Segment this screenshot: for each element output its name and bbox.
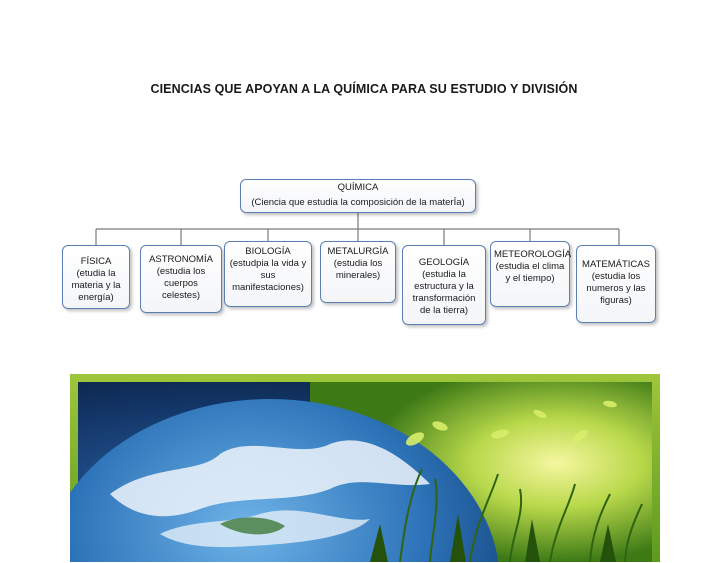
earth-nature-illustration <box>70 374 660 562</box>
branch-node-description: (estudia el clima y el tiempo) <box>495 261 565 284</box>
diagram-title: CIENCIAS QUE APOYAN A LA QUÍMICA PARA SU ESTUDIO Y DIVISIÓN <box>150 82 578 96</box>
branch-node-fisica <box>62 245 130 309</box>
branch-node-metalurgia <box>320 241 396 303</box>
branch-node-name: BIOLOGÍA <box>245 246 291 257</box>
root-node-description: (Ciencia que estudia la composición de la materÍa) <box>251 197 465 208</box>
branch-node-name: FÍSICA <box>80 256 112 267</box>
branch-node-meteorologia <box>490 241 570 307</box>
branch-node-matematicas <box>576 245 656 323</box>
root-node-name: QUÍMICA <box>337 182 379 193</box>
branch-node-name: ASTRONOMÍA <box>149 254 213 265</box>
branch-node-biologia <box>224 241 312 307</box>
earth-nature-image <box>70 374 660 562</box>
branch-node-description: (estudia los minerales) <box>333 258 383 281</box>
branch-node-astronomia <box>140 245 222 313</box>
branch-node-description: (estudia la estructura y la transformación de la tierra) <box>412 269 476 316</box>
branch-node-name: METEOROLOGÍA <box>494 249 572 260</box>
branch-node-description: (estudpia la vida y sus manifestaciones) <box>229 258 307 293</box>
branch-node-description: (estudia los numeros y las figuras) <box>586 271 646 306</box>
branch-node-name: METALURGÍA <box>327 246 389 257</box>
branch-node-description: (estudia los cuerpos celestes) <box>156 266 206 301</box>
branch-node-description: (etudia la materia y la energía) <box>71 268 121 303</box>
branch-node-name: MATEMÁTICAS <box>582 259 650 270</box>
root-node-quimica <box>240 179 476 213</box>
branch-node-geologia <box>402 245 486 325</box>
branch-node-name: GEOLOGÍA <box>418 257 470 268</box>
